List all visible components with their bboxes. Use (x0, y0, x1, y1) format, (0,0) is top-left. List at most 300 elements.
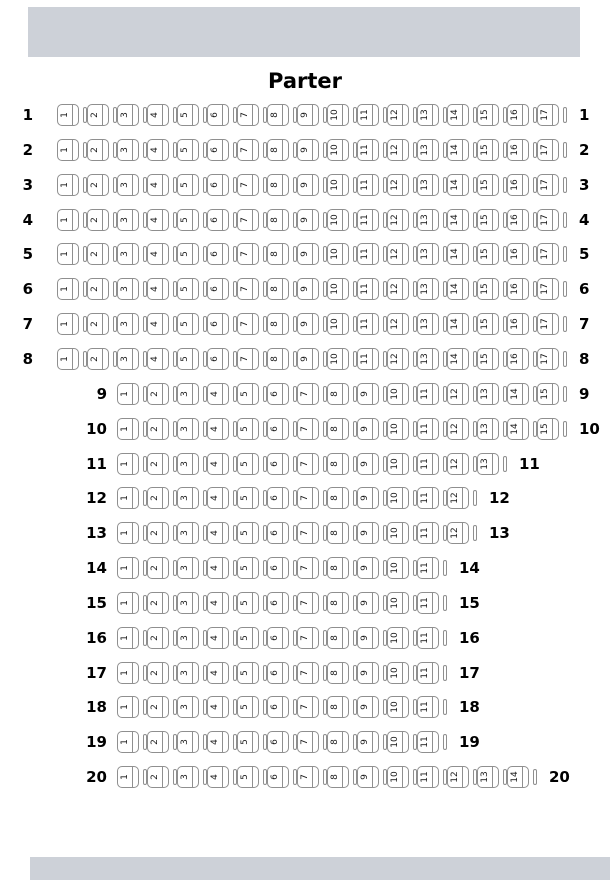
seat[interactable] (507, 243, 529, 265)
seat[interactable] (237, 627, 259, 649)
seat[interactable] (357, 731, 379, 753)
seat[interactable] (147, 348, 169, 370)
seat[interactable] (267, 627, 289, 649)
seat[interactable] (237, 139, 259, 161)
seat[interactable] (147, 592, 169, 614)
seat[interactable] (117, 243, 139, 265)
seat[interactable] (327, 557, 349, 579)
seat[interactable] (357, 627, 379, 649)
seat[interactable] (357, 243, 379, 265)
seat[interactable] (417, 557, 439, 579)
seat[interactable] (297, 104, 319, 126)
seat[interactable] (327, 278, 349, 300)
seat[interactable] (177, 348, 199, 370)
seat[interactable] (507, 278, 529, 300)
seat[interactable] (297, 557, 319, 579)
seat-number: 6 (270, 600, 280, 606)
seat[interactable] (117, 766, 139, 788)
seat-number: 8 (330, 495, 340, 501)
seat[interactable] (387, 383, 409, 405)
seat[interactable] (207, 627, 229, 649)
seat[interactable] (417, 731, 439, 753)
seat[interactable] (177, 557, 199, 579)
seat[interactable] (117, 592, 139, 614)
seat[interactable] (177, 313, 199, 335)
seat[interactable] (117, 174, 139, 196)
seat[interactable] (417, 487, 439, 509)
seat[interactable] (327, 522, 349, 544)
seat[interactable] (327, 174, 349, 196)
seat[interactable] (357, 418, 379, 440)
seat[interactable] (237, 557, 259, 579)
seat[interactable] (267, 383, 289, 405)
seat[interactable] (297, 453, 319, 475)
seat[interactable] (267, 104, 289, 126)
seat[interactable] (267, 453, 289, 475)
seat[interactable] (207, 662, 229, 684)
seat[interactable] (327, 487, 349, 509)
seat[interactable] (87, 104, 109, 126)
seat[interactable] (267, 592, 289, 614)
seat[interactable] (57, 278, 79, 300)
seat[interactable] (207, 418, 229, 440)
seat[interactable] (177, 696, 199, 718)
seat[interactable] (207, 243, 229, 265)
seat[interactable] (387, 174, 409, 196)
seat[interactable] (417, 383, 439, 405)
seat[interactable] (327, 696, 349, 718)
seat[interactable] (267, 243, 289, 265)
seat-number: 15 (480, 353, 490, 365)
seat[interactable] (297, 696, 319, 718)
seat[interactable] (147, 627, 169, 649)
seat[interactable] (297, 139, 319, 161)
seat[interactable] (177, 487, 199, 509)
seat[interactable] (207, 174, 229, 196)
seat[interactable] (327, 139, 349, 161)
seat[interactable] (267, 313, 289, 335)
seat[interactable] (237, 383, 259, 405)
seat[interactable] (297, 174, 319, 196)
seat[interactable] (447, 104, 469, 126)
seat[interactable] (117, 278, 139, 300)
seat[interactable] (477, 139, 499, 161)
seat[interactable] (507, 348, 529, 370)
seat-number: 12 (390, 179, 400, 191)
seat-number: 12 (450, 771, 460, 783)
seat[interactable] (177, 209, 199, 231)
seat[interactable] (387, 278, 409, 300)
seat[interactable] (207, 209, 229, 231)
seat[interactable] (537, 209, 559, 231)
seat[interactable] (177, 731, 199, 753)
seat[interactable] (267, 487, 289, 509)
seat[interactable] (477, 348, 499, 370)
seat[interactable] (477, 766, 499, 788)
seat[interactable] (507, 174, 529, 196)
seat[interactable] (147, 418, 169, 440)
seat[interactable] (327, 348, 349, 370)
seat[interactable] (237, 313, 259, 335)
seat[interactable] (327, 313, 349, 335)
seat[interactable] (387, 348, 409, 370)
seat[interactable] (477, 418, 499, 440)
seat[interactable] (267, 139, 289, 161)
seat[interactable] (417, 243, 439, 265)
seat[interactable] (177, 174, 199, 196)
seat[interactable] (237, 696, 259, 718)
seat[interactable] (387, 557, 409, 579)
seat[interactable] (417, 139, 439, 161)
seat[interactable] (537, 243, 559, 265)
seat[interactable] (87, 348, 109, 370)
seat[interactable] (297, 522, 319, 544)
seat[interactable] (357, 139, 379, 161)
seat[interactable] (237, 104, 259, 126)
seat[interactable] (117, 348, 139, 370)
seat[interactable] (357, 313, 379, 335)
seat-number: 7 (300, 635, 310, 641)
seat[interactable] (147, 696, 169, 718)
seat[interactable] (417, 696, 439, 718)
seat[interactable] (147, 139, 169, 161)
seat[interactable] (267, 731, 289, 753)
seat[interactable] (357, 278, 379, 300)
seat[interactable] (537, 418, 559, 440)
seat[interactable] (177, 104, 199, 126)
seat[interactable] (207, 731, 229, 753)
seat[interactable] (387, 522, 409, 544)
seat[interactable] (447, 418, 469, 440)
seat[interactable] (417, 174, 439, 196)
seat[interactable] (447, 383, 469, 405)
seat[interactable] (237, 453, 259, 475)
seat[interactable] (207, 383, 229, 405)
seat[interactable] (147, 522, 169, 544)
seat[interactable] (177, 418, 199, 440)
seat[interactable] (147, 313, 169, 335)
seat[interactable] (327, 243, 349, 265)
seat[interactable] (357, 348, 379, 370)
seat[interactable] (327, 662, 349, 684)
seat[interactable] (327, 209, 349, 231)
seat[interactable] (417, 104, 439, 126)
seat[interactable] (237, 662, 259, 684)
seat[interactable] (117, 383, 139, 405)
seat[interactable] (417, 627, 439, 649)
seat[interactable] (237, 209, 259, 231)
seat[interactable] (237, 522, 259, 544)
seat[interactable] (537, 278, 559, 300)
seat[interactable] (507, 104, 529, 126)
seat[interactable] (357, 522, 379, 544)
seat[interactable] (267, 522, 289, 544)
seat[interactable] (297, 592, 319, 614)
seat[interactable] (297, 278, 319, 300)
seat[interactable] (177, 383, 199, 405)
seat[interactable] (477, 383, 499, 405)
seat[interactable] (447, 348, 469, 370)
seat[interactable] (147, 557, 169, 579)
seat[interactable] (57, 209, 79, 231)
seat[interactable] (117, 139, 139, 161)
seat[interactable] (237, 731, 259, 753)
seat[interactable] (147, 453, 169, 475)
seat[interactable] (537, 174, 559, 196)
seat[interactable] (147, 209, 169, 231)
seat[interactable] (207, 522, 229, 544)
seat-number: 3 (180, 495, 190, 501)
seat[interactable] (327, 383, 349, 405)
seat[interactable] (447, 487, 469, 509)
seat-number: 6 (270, 635, 280, 641)
seat[interactable] (417, 592, 439, 614)
seat[interactable] (237, 348, 259, 370)
seat[interactable] (237, 243, 259, 265)
seat[interactable] (357, 487, 379, 509)
seat[interactable] (207, 766, 229, 788)
seat[interactable] (357, 766, 379, 788)
seat[interactable] (507, 139, 529, 161)
seat[interactable] (57, 313, 79, 335)
seat[interactable] (267, 557, 289, 579)
seat[interactable] (177, 453, 199, 475)
seat[interactable] (117, 557, 139, 579)
seat[interactable] (117, 209, 139, 231)
seat[interactable] (147, 278, 169, 300)
seat[interactable] (537, 139, 559, 161)
seat[interactable] (267, 209, 289, 231)
seat[interactable] (117, 662, 139, 684)
seat[interactable] (477, 104, 499, 126)
seat[interactable] (387, 139, 409, 161)
seat[interactable] (417, 348, 439, 370)
seat[interactable] (207, 348, 229, 370)
seat[interactable] (387, 243, 409, 265)
seat[interactable] (207, 592, 229, 614)
seat[interactable] (57, 174, 79, 196)
row-label-right: 12 (489, 489, 510, 507)
seat[interactable] (357, 174, 379, 196)
seat[interactable] (57, 243, 79, 265)
seat[interactable] (207, 696, 229, 718)
seat[interactable] (297, 731, 319, 753)
seat[interactable] (327, 627, 349, 649)
seat[interactable] (297, 243, 319, 265)
seat[interactable] (237, 278, 259, 300)
seat[interactable] (267, 278, 289, 300)
seat-number: 5 (180, 321, 190, 327)
seat[interactable] (57, 139, 79, 161)
seat[interactable] (387, 627, 409, 649)
seat[interactable] (507, 313, 529, 335)
seat[interactable] (87, 174, 109, 196)
seat[interactable] (357, 104, 379, 126)
seat[interactable] (87, 209, 109, 231)
seat[interactable] (207, 104, 229, 126)
seat-number: 3 (120, 112, 130, 118)
seat[interactable] (267, 418, 289, 440)
seat[interactable] (537, 313, 559, 335)
seat[interactable] (357, 662, 379, 684)
seat[interactable] (477, 243, 499, 265)
seat[interactable] (447, 313, 469, 335)
seat[interactable] (147, 104, 169, 126)
seat[interactable] (417, 766, 439, 788)
seat[interactable] (447, 139, 469, 161)
seat[interactable] (387, 209, 409, 231)
seat[interactable] (387, 662, 409, 684)
seat[interactable] (447, 766, 469, 788)
seat[interactable] (507, 209, 529, 231)
seat[interactable] (507, 383, 529, 405)
seat[interactable] (537, 104, 559, 126)
seat[interactable] (117, 487, 139, 509)
seat[interactable] (117, 627, 139, 649)
seat[interactable] (417, 453, 439, 475)
seat[interactable] (327, 731, 349, 753)
seat[interactable] (387, 418, 409, 440)
seat[interactable] (387, 731, 409, 753)
seat[interactable] (147, 487, 169, 509)
seat-number: 8 (330, 426, 340, 432)
seat[interactable] (357, 557, 379, 579)
seat[interactable] (117, 453, 139, 475)
seat[interactable] (147, 662, 169, 684)
seat[interactable] (417, 313, 439, 335)
seat[interactable] (387, 104, 409, 126)
seat[interactable] (177, 592, 199, 614)
seat[interactable] (147, 766, 169, 788)
seat[interactable] (207, 313, 229, 335)
seat[interactable] (207, 278, 229, 300)
seat[interactable] (237, 766, 259, 788)
seat[interactable] (267, 696, 289, 718)
seat[interactable] (417, 209, 439, 231)
seat[interactable] (417, 522, 439, 544)
seat[interactable] (387, 766, 409, 788)
seat-number: 7 (300, 426, 310, 432)
seat[interactable] (177, 522, 199, 544)
seat[interactable] (57, 348, 79, 370)
seat[interactable] (207, 453, 229, 475)
seat[interactable] (477, 209, 499, 231)
seat[interactable] (237, 592, 259, 614)
seat[interactable] (447, 522, 469, 544)
seat[interactable] (297, 313, 319, 335)
seat[interactable] (177, 766, 199, 788)
seat[interactable] (537, 383, 559, 405)
seat[interactable] (57, 104, 79, 126)
seat[interactable] (447, 209, 469, 231)
seat[interactable] (327, 104, 349, 126)
seat[interactable] (417, 278, 439, 300)
seat[interactable] (297, 418, 319, 440)
seat[interactable] (387, 487, 409, 509)
seat[interactable] (417, 662, 439, 684)
seat[interactable] (507, 766, 529, 788)
seat[interactable] (87, 243, 109, 265)
seat[interactable] (447, 453, 469, 475)
seat[interactable] (297, 662, 319, 684)
seat[interactable] (177, 139, 199, 161)
seat-number: 7 (240, 217, 250, 223)
seat[interactable] (327, 592, 349, 614)
seat[interactable] (447, 243, 469, 265)
seat[interactable] (357, 696, 379, 718)
seat[interactable] (507, 418, 529, 440)
seat-number: 4 (210, 704, 220, 710)
seat[interactable] (447, 174, 469, 196)
seat[interactable] (237, 487, 259, 509)
seat[interactable] (417, 418, 439, 440)
seat[interactable] (447, 278, 469, 300)
seat[interactable] (117, 731, 139, 753)
seat[interactable] (237, 418, 259, 440)
seat[interactable] (207, 139, 229, 161)
seat[interactable] (177, 662, 199, 684)
seat[interactable] (477, 174, 499, 196)
seat[interactable] (177, 627, 199, 649)
seat[interactable] (327, 766, 349, 788)
seat[interactable] (297, 766, 319, 788)
seat[interactable] (327, 453, 349, 475)
seat[interactable] (297, 348, 319, 370)
seat[interactable] (267, 348, 289, 370)
seat[interactable] (87, 278, 109, 300)
seat[interactable] (537, 348, 559, 370)
seat[interactable] (237, 174, 259, 196)
seat[interactable] (207, 557, 229, 579)
seat[interactable] (477, 313, 499, 335)
seat[interactable] (357, 209, 379, 231)
seat[interactable] (117, 104, 139, 126)
seat[interactable] (267, 174, 289, 196)
seat[interactable] (387, 313, 409, 335)
seat[interactable] (117, 696, 139, 718)
seat[interactable] (387, 592, 409, 614)
seat[interactable] (177, 243, 199, 265)
seat[interactable] (177, 278, 199, 300)
seat[interactable] (357, 592, 379, 614)
seat[interactable] (477, 278, 499, 300)
seat[interactable] (387, 696, 409, 718)
seat[interactable] (147, 731, 169, 753)
seat-number: 12 (390, 248, 400, 260)
seat[interactable] (207, 487, 229, 509)
seat[interactable] (87, 313, 109, 335)
seat-number: 17 (540, 318, 550, 330)
seat[interactable] (297, 627, 319, 649)
seat[interactable] (357, 453, 379, 475)
seat[interactable] (267, 662, 289, 684)
seat[interactable] (297, 487, 319, 509)
seat[interactable] (117, 313, 139, 335)
seat[interactable] (147, 383, 169, 405)
seat[interactable] (87, 139, 109, 161)
seat[interactable] (117, 418, 139, 440)
seat[interactable] (357, 383, 379, 405)
seat[interactable] (327, 418, 349, 440)
seat[interactable] (117, 522, 139, 544)
seat[interactable] (387, 453, 409, 475)
seat[interactable] (147, 243, 169, 265)
seat[interactable] (267, 766, 289, 788)
seat[interactable] (297, 209, 319, 231)
seat[interactable] (297, 383, 319, 405)
seat[interactable] (477, 453, 499, 475)
seat[interactable] (147, 174, 169, 196)
